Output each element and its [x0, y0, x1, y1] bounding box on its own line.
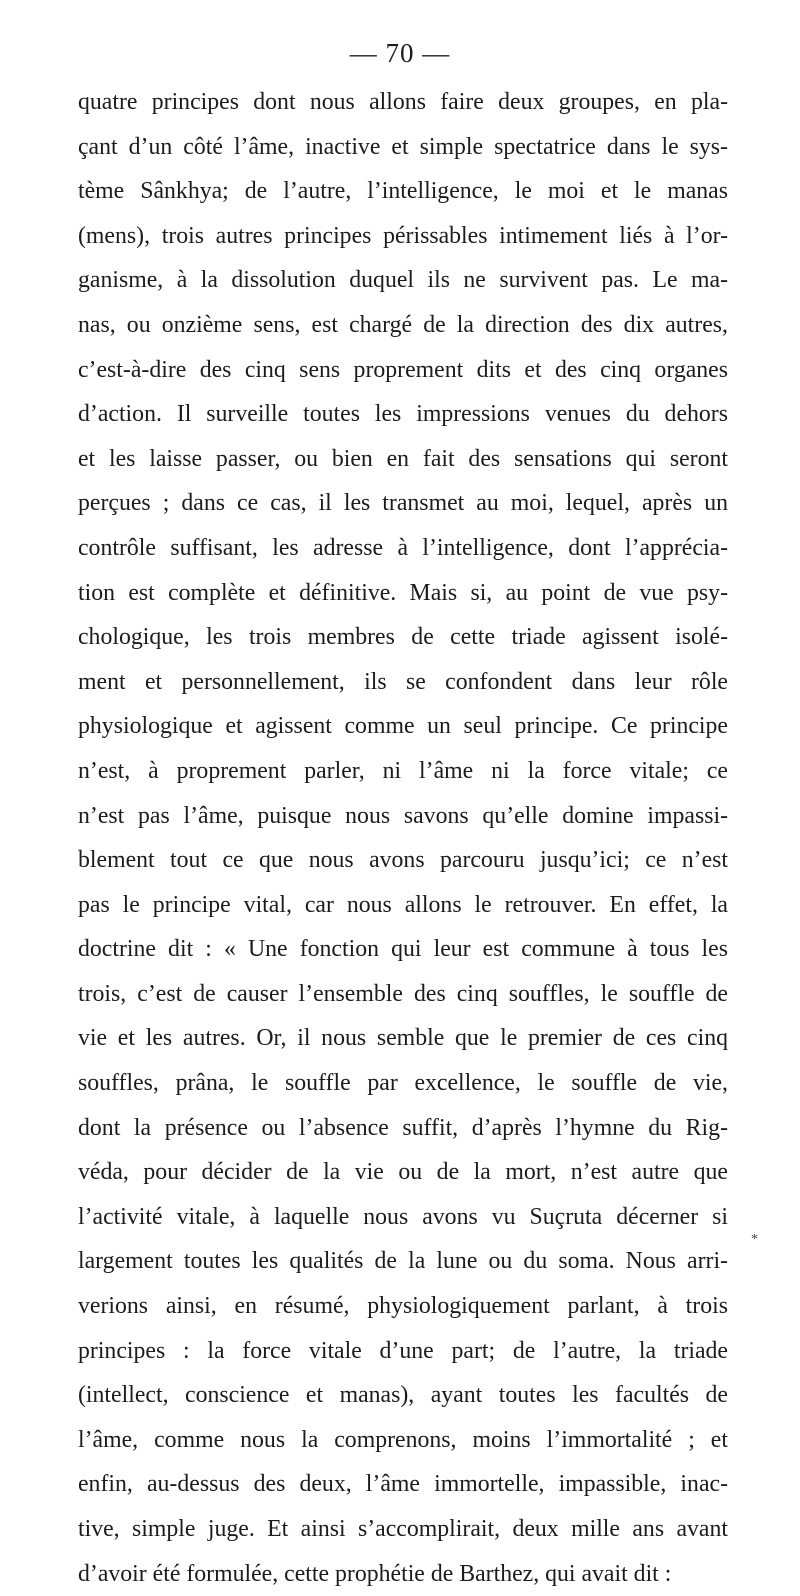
- text-line: vie et les autres. Or, il nous semble que le premier de ces cinq: [78, 1025, 728, 1052]
- text-line: blement tout ce que nous avons parcouru jusqu’ici; ce n’est: [78, 847, 728, 874]
- text-line: verions ainsi, en résumé, physiologiquement parlant, à trois: [78, 1293, 728, 1320]
- text-line: et les laisse passer, ou bien en fait des sensations qui seront: [78, 445, 728, 472]
- text-line: çant d’un côté l’âme, inactive et simple spectatrice dans le sys-: [78, 133, 728, 160]
- text-line: pas le principe vital, car nous allons le retrouver. En effet, la: [78, 891, 728, 918]
- text-line: c’est-à-dire des cinq sens proprement dits et des cinq organes: [78, 356, 728, 383]
- text-line: tive, simple juge. Et ainsi s’accomplirait, deux mille ans avant: [78, 1516, 728, 1542]
- text-line: principes : la force vitale d’une part; de l’autre, la triade: [78, 1337, 728, 1364]
- text-line: physiologique et agissent comme un seul principe. Ce principe: [78, 713, 728, 740]
- text-line: quatre principes dont nous allons faire deux groupes, en pla-: [78, 89, 728, 115]
- text-line: tème Sânkhya; de l’autre, l’intelligence, le moi et le manas: [78, 178, 728, 205]
- text-line: souffles, prâna, le souffle par excellence, le souffle de vie,: [78, 1070, 728, 1097]
- margin-mark: *: [751, 1232, 758, 1247]
- text-line: nas, ou onzième sens, est chargé de la direction des dix autres,: [78, 311, 728, 338]
- text-line: ment et personnellement, ils se confondent dans leur rôle: [78, 668, 728, 695]
- page-number: — 70 —: [349, 38, 451, 68]
- text-line: d’avoir été formulée, cette prophétie de Barthez, qui avait dit :: [78, 1560, 672, 1587]
- text-line: tion est complète et définitive. Mais si, au point de vue psy-: [78, 579, 728, 606]
- text-line: d’action. Il surveille toutes les impressions venues du dehors: [78, 401, 728, 428]
- text-line: trois, c’est de causer l’ensemble des cinq souffles, le souffle de: [78, 980, 728, 1007]
- text-line: (mens), trois autres principes périssables intimement liés à l’or-: [78, 222, 728, 249]
- body-text: [78, 80, 728, 1596]
- text-line: l’âme, comme nous la comprenons, moins l’immortalité ; et: [78, 1426, 728, 1453]
- text-line: véda, pour décider de la vie ou de la mort, n’est autre que: [78, 1159, 728, 1186]
- text-line: (intellect, conscience et manas), ayant toutes les facultés de: [78, 1382, 728, 1409]
- text-line: dont la présence ou l’absence suffit, d’après l’hymne du Rig-: [78, 1114, 728, 1141]
- text-line: l’activité vitale, à laquelle nous avons vu Suçruta décerner si: [78, 1203, 728, 1230]
- text-line: n’est, à proprement parler, ni l’âme ni la force vitale; ce: [78, 757, 728, 784]
- text-line: contrôle suffisant, les adresse à l’intelligence, dont l’apprécia-: [78, 534, 728, 561]
- text-line: largement toutes les qualités de la lune ou du soma. Nous arri-: [78, 1248, 728, 1275]
- text-line: chologique, les trois membres de cette triade agissent isolé-: [78, 624, 728, 651]
- text-line: ganisme, à la dissolution duquel ils ne survivent pas. Le ma-: [78, 267, 728, 294]
- text-line: perçues ; dans ce cas, il les transmet au moi, lequel, après un: [78, 490, 728, 517]
- text-line: enfin, au-dessus des deux, l’âme immortelle, impassible, inac-: [78, 1471, 728, 1498]
- text-line: n’est pas l’âme, puisque nous savons qu’elle domine impassi-: [78, 802, 728, 829]
- text-line: doctrine dit : « Une fonction qui leur est commune à tous les: [78, 936, 728, 963]
